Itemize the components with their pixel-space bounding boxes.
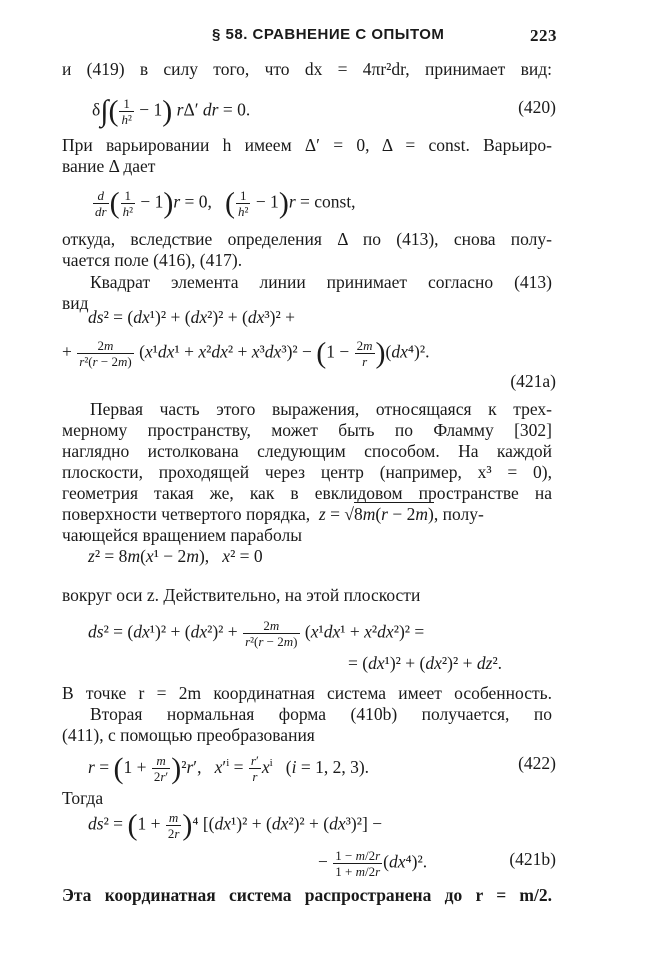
text-fragment: , полу- <box>433 504 484 524</box>
text-line: Эта координатная система распространена до r = m/2. <box>62 885 552 905</box>
equation-plane-line1: ds² = (dx¹)² + (dx²)² + $\frac{2m}{\text{r²(r − 2m)}}$ (x¹dx¹ + x²dx²)² = <box>88 618 425 649</box>
equation-parabola: z² = 8m(x¹ − 2m), x² = 0 <box>88 546 263 566</box>
equation-421b-line2: − $\frac{1 - m/2r}{1 + m/2r}$ (dx⁴)². <box>318 848 428 879</box>
text-line: При варьировании h имеем Δ′ = 0, Δ = const. Варьиро- <box>62 135 552 155</box>
text-line: плоскости, проходящей через центр (например, x³ = 0), <box>62 462 552 482</box>
equation-421a-line1: ds² = (dx¹)² + (dx²)² + (dx³)² + <box>88 307 295 327</box>
text-line: чается поле (416), (417). <box>62 250 243 270</box>
equation-number: (420) <box>518 97 556 117</box>
text-line: вид <box>62 293 89 313</box>
text-line: наглядно истолкована следующим способом. На каждой <box>62 441 552 461</box>
equation-number: (421a) <box>510 371 556 391</box>
text-line: (411), с помощью преобразования <box>62 725 315 745</box>
text-line: мерному пространству, может быть по Фламму [302] <box>62 420 552 440</box>
text-line: чающейся вращением параболы <box>62 525 302 545</box>
text-line: Первая часть этого выражения, относящаяся к трех- <box>90 399 552 419</box>
text-line: Вторая нормальная форма (410b) получается, по <box>90 704 552 724</box>
equation-420: δ∫( $\frac{1}{\text{h²}}$ − 1) rΔ′ dr = 0. <box>92 94 251 128</box>
text-line: В точке r = 2m координатная система имеет особенность. <box>62 683 552 703</box>
text-line: вание Δ дает <box>62 156 156 176</box>
equation-variation: $\frac{d}{dr}$ ( $\frac{1}{\text{h²}}$ − 1)r = 0, ( $\frac{1}{\text{h²}}$ − 1)r = const, <box>95 186 356 220</box>
equation-421b-line1: ds² = (1 + $\frac{m}{2r}$ )⁴ [(dx¹)² + (dx²)² + (dx³)²] − <box>88 808 383 842</box>
equation-plane-line2: = (dx¹)² + (dx²)² + dz². <box>348 653 503 673</box>
text-line: Тогда <box>62 788 104 808</box>
text-line: геометрия такая же, как в евклидовом пространстве на <box>62 483 552 503</box>
equation-number: (422) <box>518 753 556 773</box>
equation-422: r = (1 + $\frac{m}{2r'}$ )²r′, $x'^i$ = $\frac{r'}{r}$ $x^i$ (i = 1, 2, 3). <box>88 751 370 785</box>
text-line: Квадрат элемента линии принимает согласно (413) <box>90 272 552 292</box>
page-number: 223 <box>530 26 557 45</box>
surface-formula: z = √8m(r − 2m) <box>318 504 434 524</box>
text-fragment: поверхности четвертого порядка, <box>62 504 311 524</box>
text-line: и (419) в силу того, что dx = 4πr²dr, принимает вид: <box>62 59 552 79</box>
equation-421a-line2: + $\frac{2m}{\text{r²(r − 2m)}}$ (x¹dx¹ + x²dx² + x³dx³)² − (1 − $\frac{2m}{r}$ )(dx⁴)². <box>62 336 430 370</box>
text-line <box>62 503 552 525</box>
text-line: вокруг оси z. Действительно, на этой плоскости <box>62 585 421 605</box>
equation-number: (421b) <box>509 849 556 869</box>
running-title: § 58. СРАВНЕНИЕ С ОПЫТОМ <box>212 26 445 43</box>
text-line: откуда, вследствие определения Δ по (413), снова полу- <box>62 229 552 249</box>
